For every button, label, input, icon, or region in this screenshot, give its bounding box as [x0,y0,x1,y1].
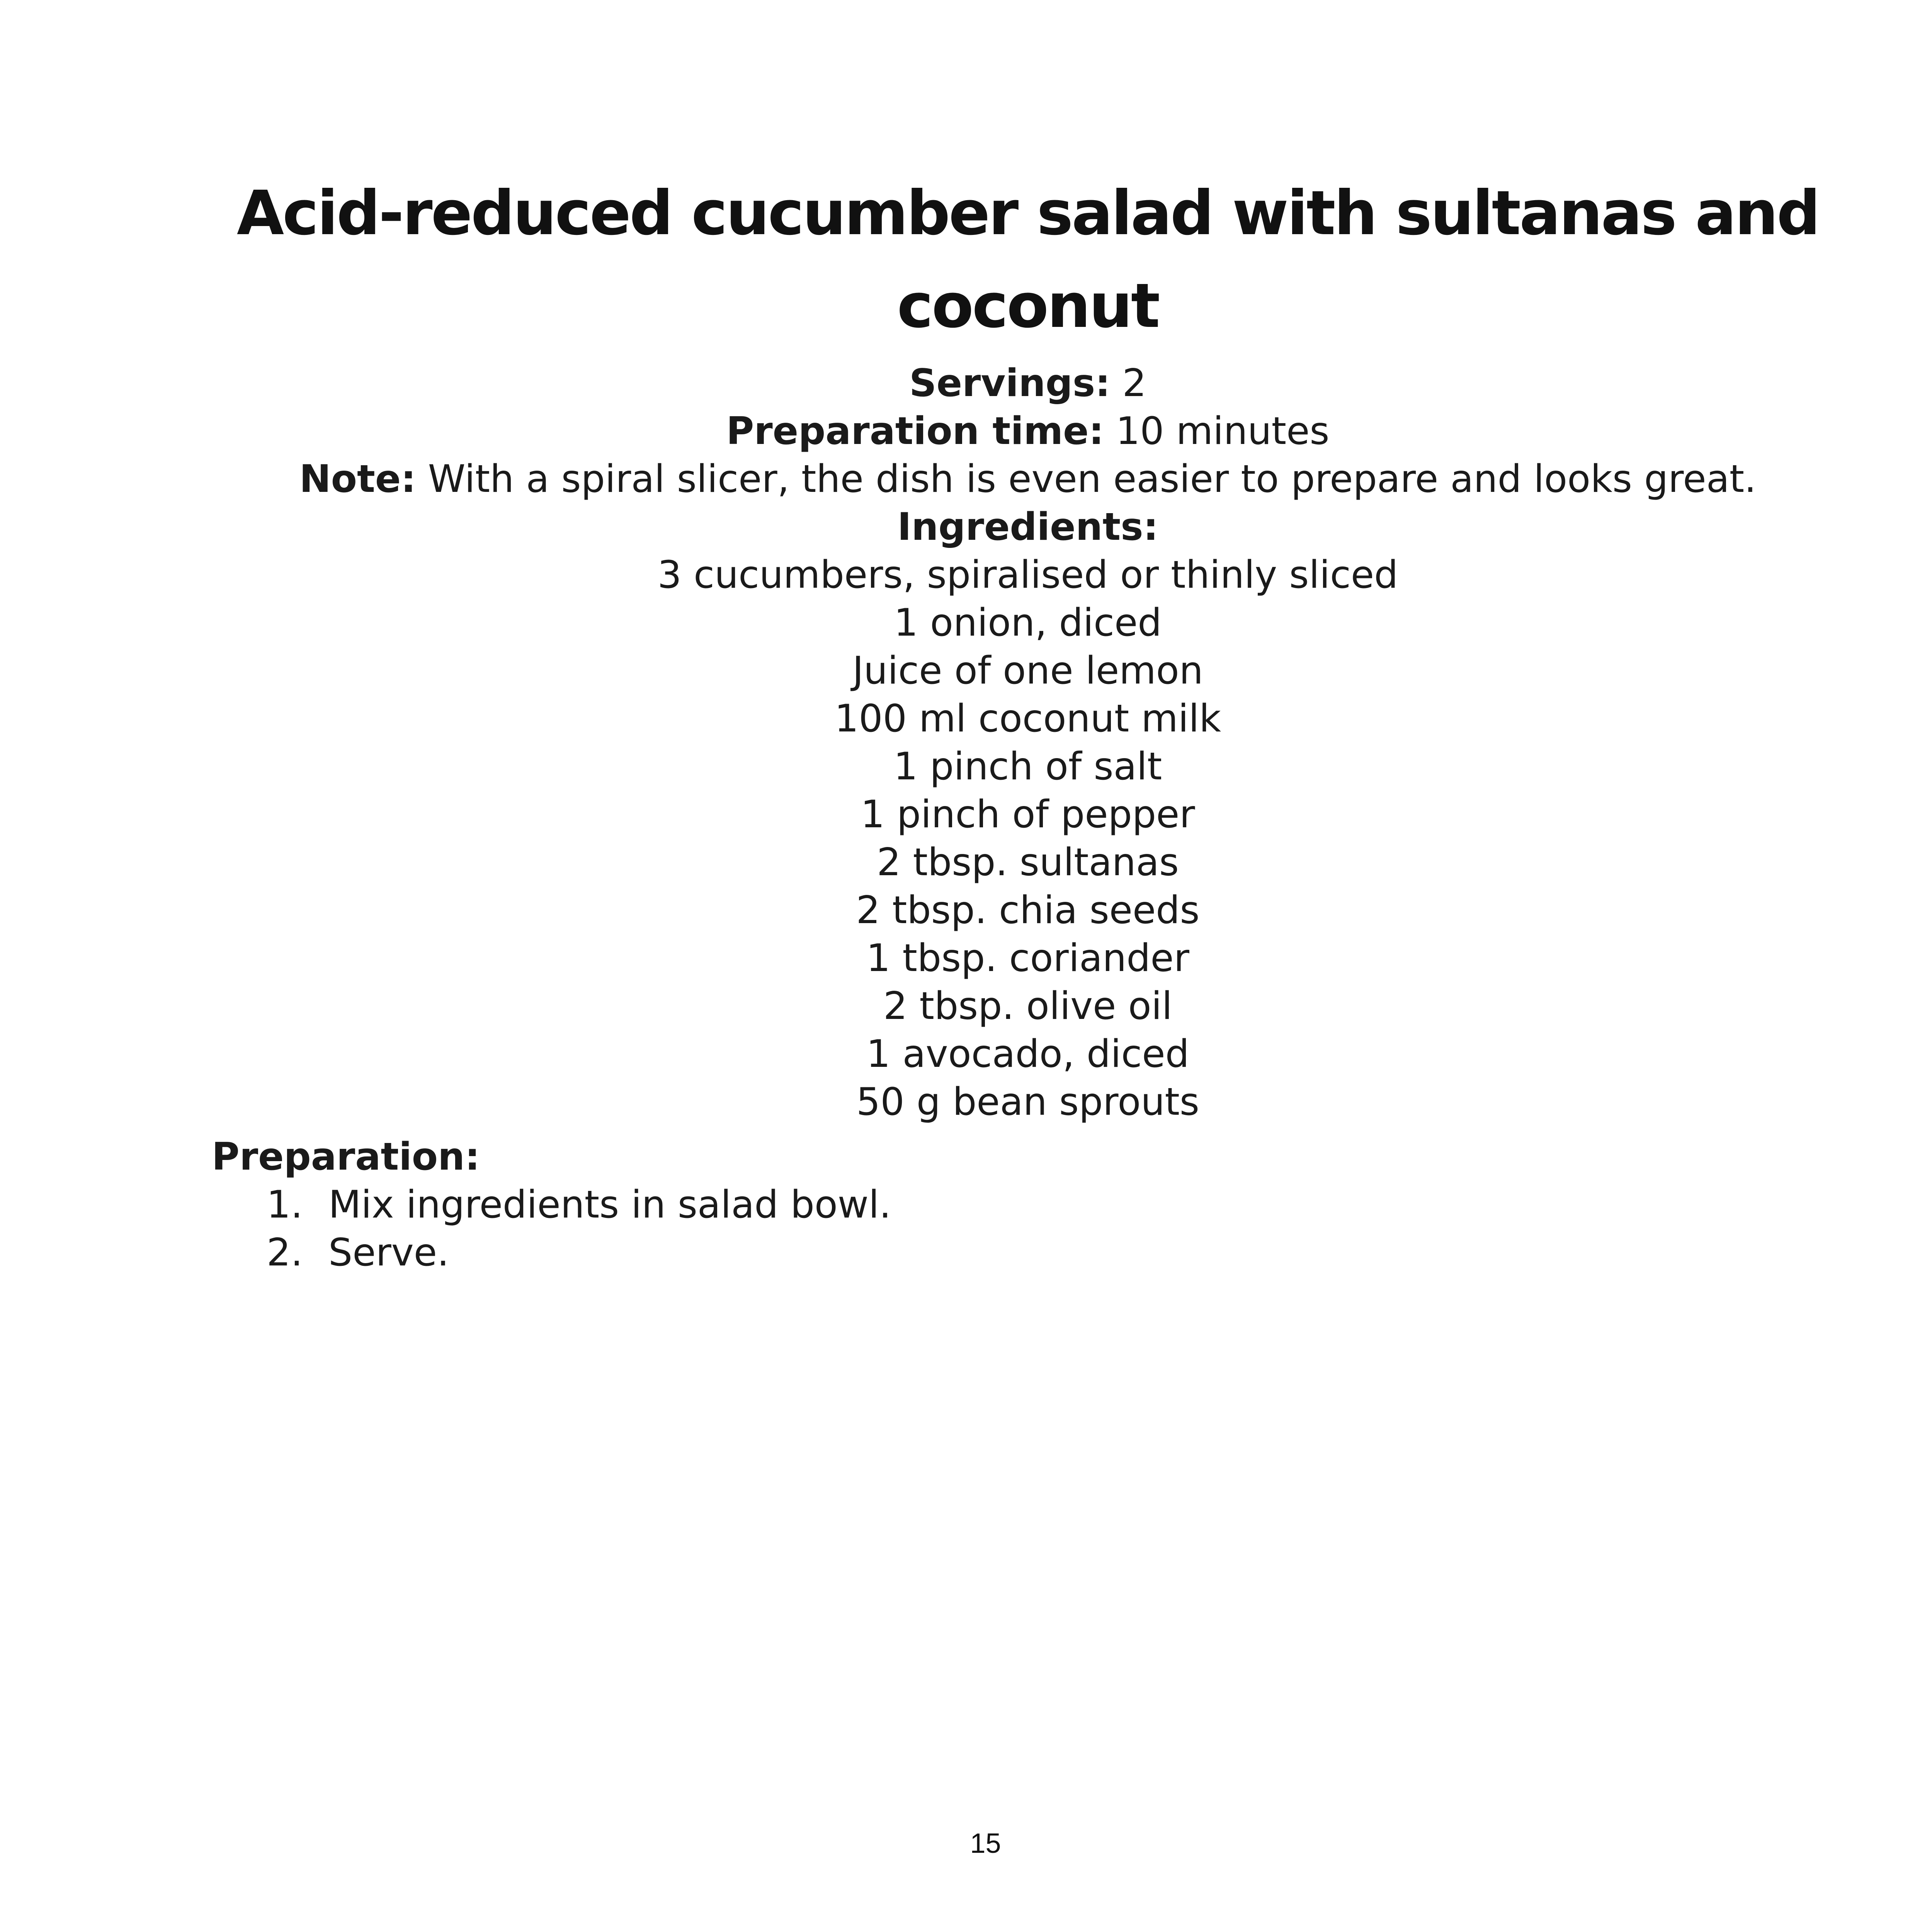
prep-time-line [216,407,1839,455]
servings-value: 2 [1110,361,1146,405]
prep-time-label: Preparation time: [726,409,1104,453]
page-number: 15 [970,1828,1001,1859]
ingredient-item: 50 g bean sprouts [856,1080,1199,1124]
ingredient-item: 3 cucumbers, spiralised or thinly sliced [657,553,1398,597]
servings-label: Servings: [909,361,1111,405]
note-value: With a spiral slicer, the dish is even easier to prepare and looks great. [416,457,1757,501]
ingredient-item: Juice of one lemon [852,649,1203,693]
ingredient-item: 2 tbsp. chia seeds [856,888,1200,932]
recipe-title-line-2: coconut [897,270,1159,342]
step-text: Mix ingredients in salad bowl. [328,1183,891,1227]
ingredients-heading: Ingredients: [897,505,1158,549]
ingredient-item: 1 onion, diced [894,601,1162,645]
preparation-step [267,1229,891,1277]
ingredient-item: 1 tbsp. coriander [866,936,1189,980]
ingredient-item: 2 tbsp. sultanas [877,840,1179,884]
ingredient-item: 2 tbsp. olive oil [883,984,1172,1028]
ingredient-item: 1 avocado, diced [866,1032,1189,1076]
preparation-steps [267,1181,891,1277]
ingredient-item: 100 ml coconut milk [834,697,1221,741]
step-number: 2. [267,1231,303,1275]
preparation-heading: Preparation: [212,1135,480,1179]
step-number: 1. [267,1183,303,1227]
note-label: Note: [299,457,416,501]
ingredient-item: 1 pinch of pepper [861,793,1195,837]
prep-time-value: 10 minutes [1104,409,1330,453]
ingredient-item: 1 pinch of salt [893,745,1162,789]
step-text: Serve. [328,1231,449,1275]
preparation-step [267,1181,891,1229]
servings-line [216,359,1839,407]
recipe-details [216,359,1839,1126]
recipe-title-line-1: Acid-reduced cucumber salad with sultanas and [236,178,1819,249]
note-line [216,455,1839,503]
